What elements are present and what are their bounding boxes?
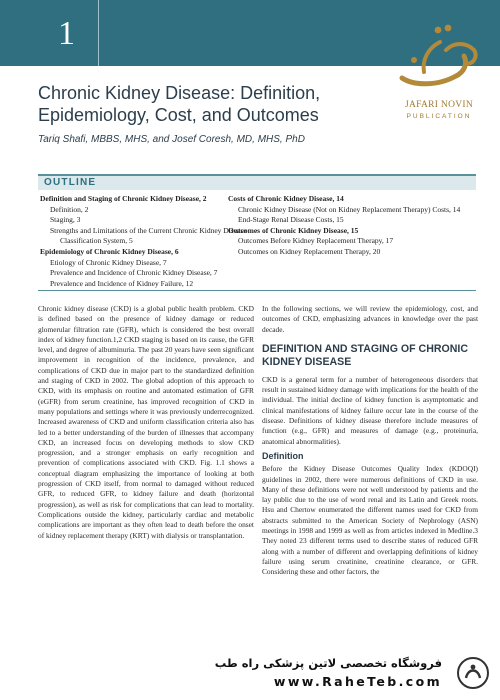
subsection-heading: Definition [262,450,304,461]
outline-item: Staging, 3 [50,215,81,225]
chapter-authors: Tariq Shafi, MBBS, MHS, and Josef Coresh, MD, MHS, PhD [38,134,305,145]
outline-right-column [228,194,468,258]
chapter-number: 1 [58,15,75,52]
footer-url[interactable]: www.RaheTeb.com [273,674,442,689]
outline-item: Prevalence and Incidence of Chronic Kidney Disease, 7 [50,268,218,278]
outline-divider [38,290,476,291]
chapter-divider [98,0,99,66]
calligraphy-logo-icon [394,20,484,92]
definition-paragraph: Before the Kidney Disease Outcomes Quality Index (KDOQI) guidelines in 2002, there were numerous definitions of CKD in use. Many of these definitions were not well understood by patients and the lay public due to the use of word renal and its Latin and Greek roots. Hsu and Chertow enumerated the different names used for CKD from abstracts submitted to the American Society of Nephrology (ASN) meetings in 1998 and 1999 as well as from articles indexed in Medline.3 They noted 23 different terms used to describe states of reduced GFR along with a number of different and overlapping definitions of kidney failure using serum creatinine, creatinine clearance, or GFR. Considering these and other factors, the [262,464,478,577]
outline-title: OUTLINE [44,177,97,188]
overview-paragraph: In the following sections, we will review the epidemiology, cost, and outcomes of CKD, emphasizing advances in knowledge over the past decade. [262,304,478,334]
outline-item: Chronic Kidney Disease (Not on Kidney Replacement Therapy) Costs, 14 [238,204,461,214]
outline-left-column [40,194,260,289]
outline-header [38,176,476,190]
outline-item: Outcomes Before Kidney Replacement Therapy, 17 [238,236,394,246]
publisher-logo [384,16,494,132]
footer-store-name: فروشگاه تخصصی لاتین پزشکی راه طب [214,656,442,670]
section-heading: DEFINITION AND STAGING OF CHRONIC KIDNEY DISEASE [262,342,468,368]
publisher-sub: PUBLICATION [406,113,472,120]
outline-item: Costs of Chronic Kidney Disease, 14 [228,194,344,203]
outline-item: Definition, 2 [50,204,89,214]
publisher-name: JAFARI NOVIN [404,100,474,110]
body-right-column [262,304,478,582]
store-logo-icon [456,656,490,690]
intro-paragraph: Chronic kidney disease (CKD) is a global public health problem. CKD is defined based on the presence of kidney damage or reduced glomerular filtration rate (GFR), which is considered the best overall index of kidney function.1,2 CKD staging is based on its cause, the GFR level, and degree of albuminuria. The past 20 years have seen significant improvement in recognition of the incidence, prevalence, and complications of CKD due in major part to the standardized definition and staging of CKD in 2002. The global adoption of this approach to CKD, with its emphasis on routine and automated estimation of GFR (eGFR) from serum creatinine, has improved recognition of CKD in many populations and settings where it was previously underrecognized. Increased awareness of CKD and uniform classification criteria also has led to a better understanding of the burden of illnesses that accompany CKD, an increased focus on developing methods to slow CKD progression, and a stronger emphasis on early recognition and prevention of complications associated with CKD. Fig. 1.1 shows a conceptual diagram emphasizing the importance of looking at both progression of CKD itself, from normal to damaged without reduced GFR, to reduced GFR, to kidney failure and death (horizontal progression), as well as risk for complications that can lead to mortality. Complications outside the kidney, particularly cardiac and metabolic complications are important as they often lead to death before the onset of kidney replacement therapy (KRT) with dialysis or transplantation. [38,304,254,540]
outline-item: Definition and Staging of Chronic Kidney Disease, 2 [40,194,207,203]
outline-item: End-Stage Renal Disease Costs, 15 [238,215,344,225]
body-left-column [38,304,254,545]
chapter-title: Chronic Kidney Disease: Definition, Epidemiology, Cost, and Outcomes [38,83,321,125]
outline-item: Epidemiology of Chronic Kidney Disease, 6 [40,246,179,256]
outline-item: Outcomes of Chronic Kidney Disease, 15 [228,225,359,235]
outline-item: Outcomes on Kidney Replacement Therapy, 20 [238,246,381,256]
outline-item: Prevalence and Incidence of Kidney Failure, 12 [50,278,194,288]
outline-item: Etiology of Chronic Kidney Disease, 7 [50,257,167,267]
outline-item: Strengths and Limitations of the Current Chronic Kidney Disease Classification System, 5 [50,225,247,246]
section-paragraph: CKD is a general term for a number of heterogeneous disorders that result in sustained kidney damage with implications for the health of the individual. The initial decline of kidney function is asymptomatic and clinical manifestations of kidney failure occur late in the course of the disease. Definitions of kidney disease therefore include measures of function (e.g., GFR) and measures of damage (e.g., proteinuria, anatomical abnormalities). [262,374,478,446]
outline-box [38,174,476,290]
